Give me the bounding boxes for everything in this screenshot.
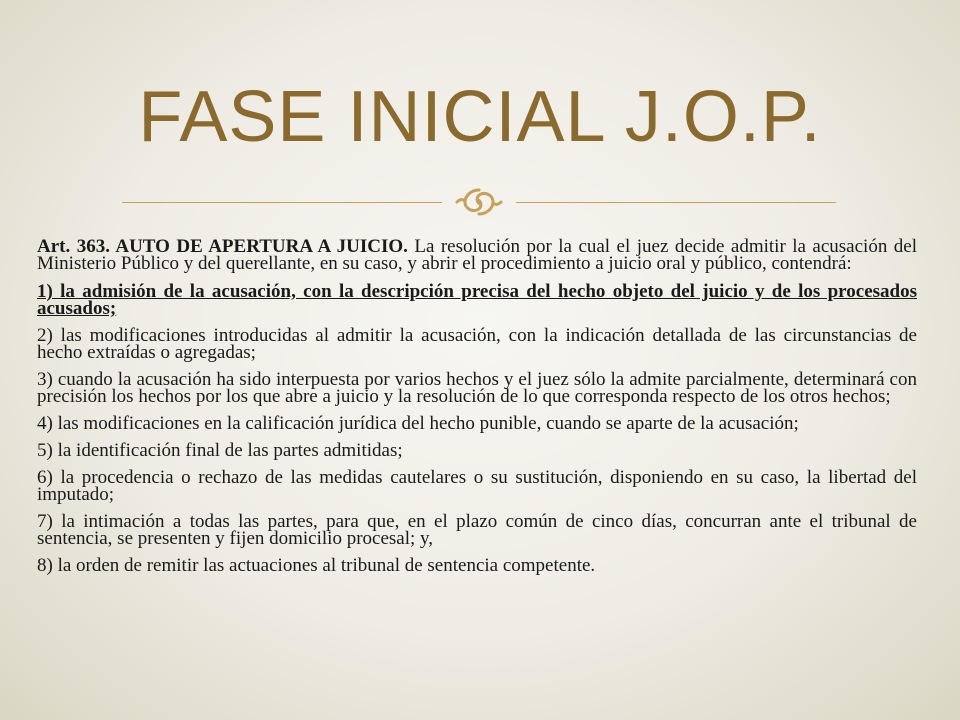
slide-title: FASE INICIAL J.O.P. (138, 77, 822, 157)
article-item-4: 4) las modificaciones en la calificación jurídica del hecho punible, cuando se aparte de la acusación; (37, 413, 799, 434)
title-divider-left (122, 202, 442, 203)
article-intro: La resolución por la cual el juez decide admitir la acusación del Ministerio Público y del querellante, en su caso, y abrir el procedimiento a juicio oral y público, contendrá: (37, 236, 917, 274)
article-body (37, 238, 917, 584)
article-item-6: 6) la procedencia o rechazo de las medidas cautelares o su sustitución, disponiendo en su caso, la libertad del imputado; (37, 467, 917, 505)
article-item-8: 8) la orden de remitir las actuaciones al tribunal de sentencia competente. (37, 555, 596, 576)
article-item-5: 5) la identificación final de las partes admitidas; (37, 440, 403, 461)
article-item-7: 7) la intimación a todas las partes, para que, en el plazo común de cinco días, concurran ante el tribunal de sentencia, se presenten y fijen domicilio procesal; y, (37, 511, 917, 549)
article-item-2: 2) las modificaciones introducidas al admitir la acusación, con la indicación detallada de las circunstancias de hecho extraídas o agregadas; (37, 325, 917, 363)
article-item-1: 1) la admisión de la acusación, con la descripción precisa del hecho objeto del juicio y de los procesados acusados; (37, 281, 917, 319)
article-item-3: 3) cuando la acusación ha sido interpuesta por varios hechos y el juez sólo la admite parcialmente, determinará con precisión los hechos por los que abre a juicio y la resolución de lo que corresponda respecto de los otros hechos; (37, 369, 917, 407)
title-divider-right (516, 202, 836, 203)
article-heading: Art. 363. AUTO DE APERTURA A JUICIO. (37, 236, 408, 257)
article-intro-paragraph (37, 238, 917, 272)
flourish-ornament-icon (449, 182, 509, 222)
